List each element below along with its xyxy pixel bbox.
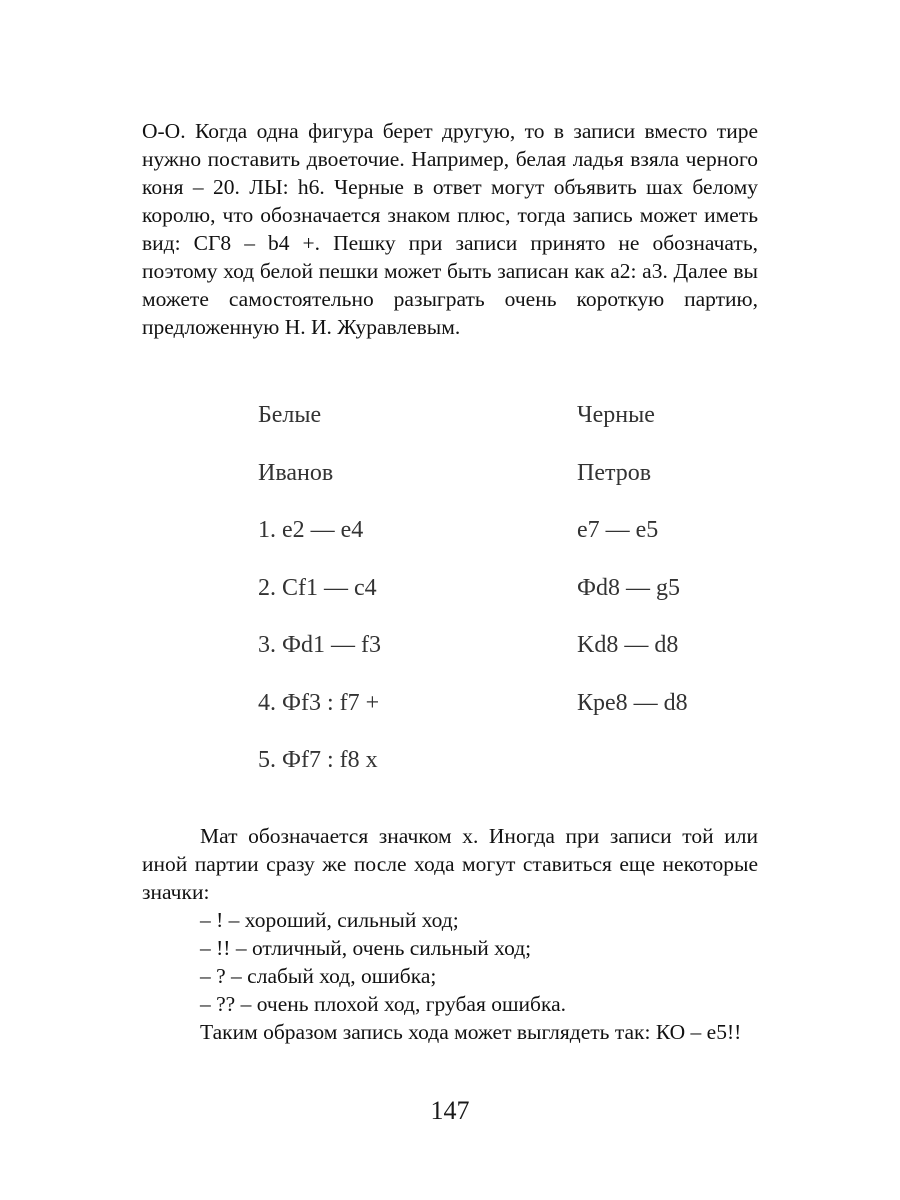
list-item: – ?? – очень плохой ход, грубая ошибка. <box>200 992 566 1016</box>
list-item: – !! – отличный, очень сильный ход; <box>200 936 532 960</box>
move-row <box>258 690 728 748</box>
move-white: 4. Фf3 : f7 + <box>258 689 380 716</box>
intro-paragraph: О-О. Когда одна фигура берет другую, то в записи вместо тире нужно поставить двоеточие. Например, белая ладья взяла черного коня – 20. ЛЫ: h6. Черные в ответ могут объявить шах белому королю, что обозначается знаком плюс, тогда запись может иметь вид: СГ8 – b4 +. Пешку при записи принято не обозначать, поэтому ход белой пешки может быть записан как а2: а3. Далее вы можете самостоятельно разыграть очень короткую партию, предложенную Н. И. Журавлевым. <box>142 119 758 339</box>
player-black: Петров <box>577 459 652 486</box>
list-item: – ! – хороший, сильный ход; <box>200 908 459 932</box>
move-row <box>258 747 728 805</box>
move-row <box>258 517 728 575</box>
header-black: Черные <box>577 402 655 428</box>
move-black: Фd8 — g5 <box>577 574 680 601</box>
conclusion-paragraph: Таким образом запись хода может выглядеть так: КО – е5!! <box>200 1020 742 1044</box>
header-row <box>258 402 728 460</box>
move-white: 2. Cf1 — c4 <box>258 574 377 601</box>
game-notation-table <box>258 402 728 805</box>
move-black: Kd8 — d8 <box>577 632 679 658</box>
page-number: 147 <box>430 1096 470 1125</box>
players-row <box>258 460 728 518</box>
move-white: 1. е2 — е4 <box>258 517 364 543</box>
move-white: 5. Фf7 : f8 х <box>258 747 378 773</box>
symbols-list <box>142 906 758 1018</box>
header-white: Белые <box>258 402 322 428</box>
move-white: 3. Фd1 — f3 <box>258 632 381 658</box>
player-white: Иванов <box>258 459 334 486</box>
move-black: Кре8 — d8 <box>577 689 688 716</box>
move-black: е7 — е5 <box>577 517 659 543</box>
list-item: – ? – слабый ход, ошибка; <box>200 964 437 988</box>
mate-paragraph: Мат обозначается значком х. Иногда при записи той или иной партии сразу же после хода могут ставиться еще некоторые значки: <box>142 824 758 904</box>
move-row <box>258 575 728 633</box>
move-row <box>258 632 728 690</box>
